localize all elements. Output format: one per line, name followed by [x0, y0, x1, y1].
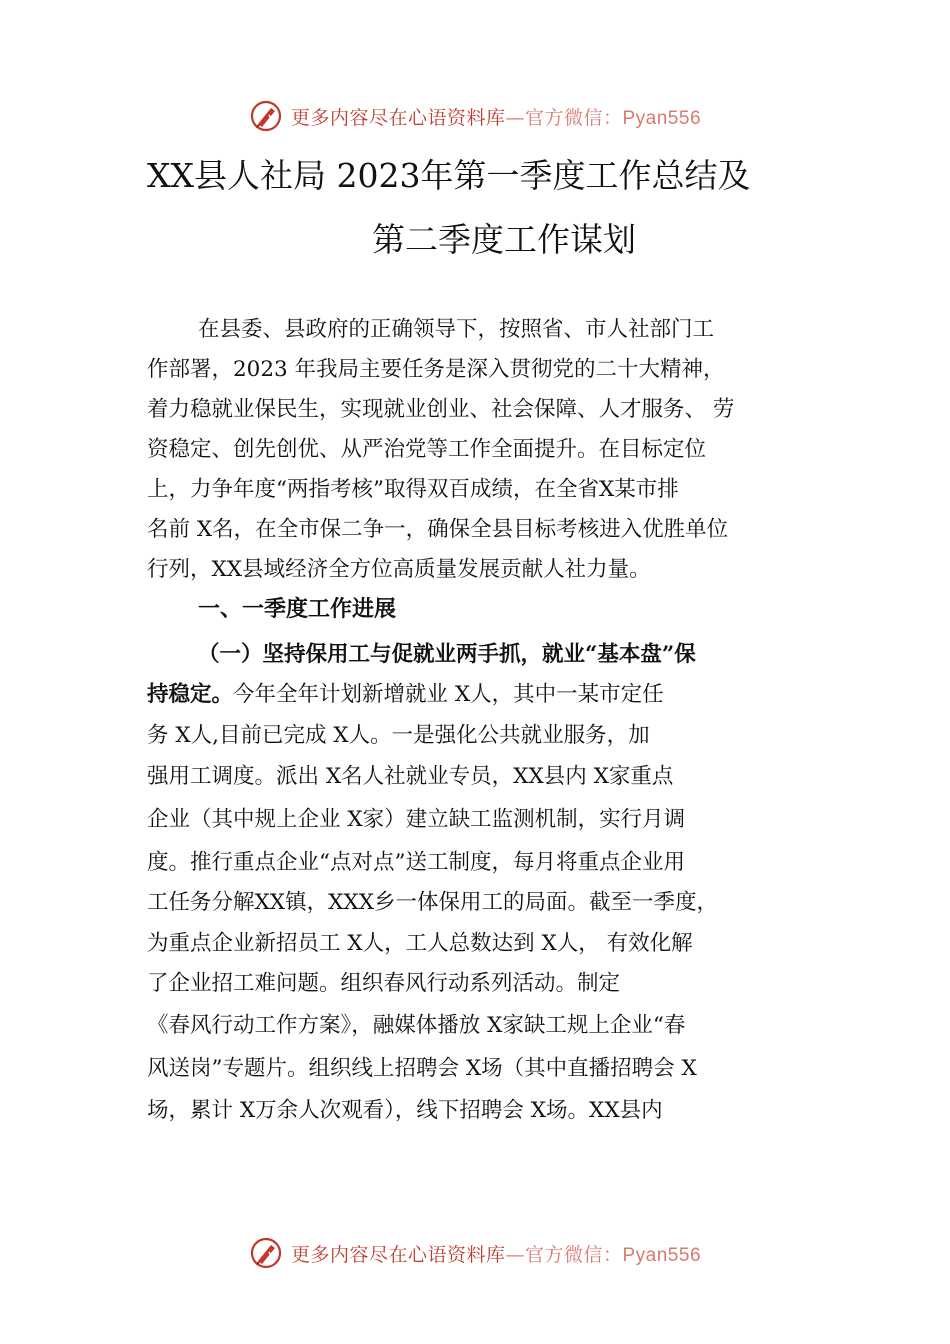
paragraph-line: 《春风行动工作方案》，融媒体播放 X家缺工规上企业“春	[147, 1013, 686, 1038]
paragraph-line: 在县委、县政府的正确领导下，按照省、市人社部门工	[198, 317, 715, 342]
paragraph-line: 上，力争年度“两指考核”取得双百成绩，在全省X某市排	[147, 477, 679, 502]
pen-logo-icon	[249, 1236, 283, 1270]
paragraph-line: 务 X人,目前已完成 X人。一是强化公共就业服务，加	[147, 723, 650, 748]
sub-heading-continued: 持稳定。	[147, 682, 234, 707]
paragraph-line: 为重点企业新招员工 X人，工人总数达到 X人， 有效化解	[147, 931, 693, 956]
paragraph-line: 风送岗”专题片。组织线上招聘会 X场（其中直播招聘会 X	[147, 1056, 697, 1081]
section-heading: 一、一季度工作进展	[198, 597, 397, 622]
watermark-text: 更多内容尽在心语资料库—官方微信：Pyan556	[290, 106, 702, 129]
watermark-bottom	[0, 1233, 950, 1273]
document-title-line-2: 第二季度工作谋划	[372, 220, 636, 259]
paragraph-line: 工任务分解XX镇，XXX乡一体保用工的局面。截至一季度，	[147, 890, 719, 915]
paragraph-line: 行列，XX县域经济全方位高质量发展贡献人社力量。	[147, 557, 651, 582]
paragraph-line: 作部署，2023 年我局主要任务是深入贯彻党的二十大精神，	[147, 357, 725, 382]
paragraph-line: 资稳定、创先创优、从严治党等工作全面提升。在目标定位	[147, 437, 707, 462]
sub-heading: （一）坚持保用工与促就业两手抓，就业“基本盘”保	[198, 642, 696, 667]
watermark-top	[0, 96, 950, 136]
document-title-line-1: XX县人社局 2023年第一季度工作总结及	[147, 156, 751, 195]
paragraph-text: 今年全年计划新增就业 X人，其中一某市定任	[233, 682, 664, 707]
paragraph-line: 度。推行重点企业“点对点”送工制度，每月将重点企业用	[147, 850, 685, 875]
paragraph-line: 着力稳就业保民生，实现就业创业、社会保障、人才服务、 劳	[147, 397, 735, 422]
watermark-text: 更多内容尽在心语资料库—官方微信：Pyan556	[290, 1243, 702, 1266]
paragraph-line: 名前 X名，在全市保二争一，确保全县目标考核进入优胜单位	[147, 517, 729, 542]
paragraph-line: 强用工调度。派出 X名人社就业专员，XX县内 X家重点	[147, 764, 674, 789]
pen-logo-icon	[249, 99, 283, 133]
paragraph-line	[147, 680, 664, 710]
paragraph-line: 场，累计 X万余人次观看），线下招聘会 X场。XX县内	[147, 1098, 663, 1123]
paragraph-line: 企业（其中规上企业 X家）建立缺工监测机制，实行月调	[147, 807, 686, 832]
paragraph-line: 了企业招工难问题。组织春风行动系列活动。制定	[147, 971, 621, 996]
